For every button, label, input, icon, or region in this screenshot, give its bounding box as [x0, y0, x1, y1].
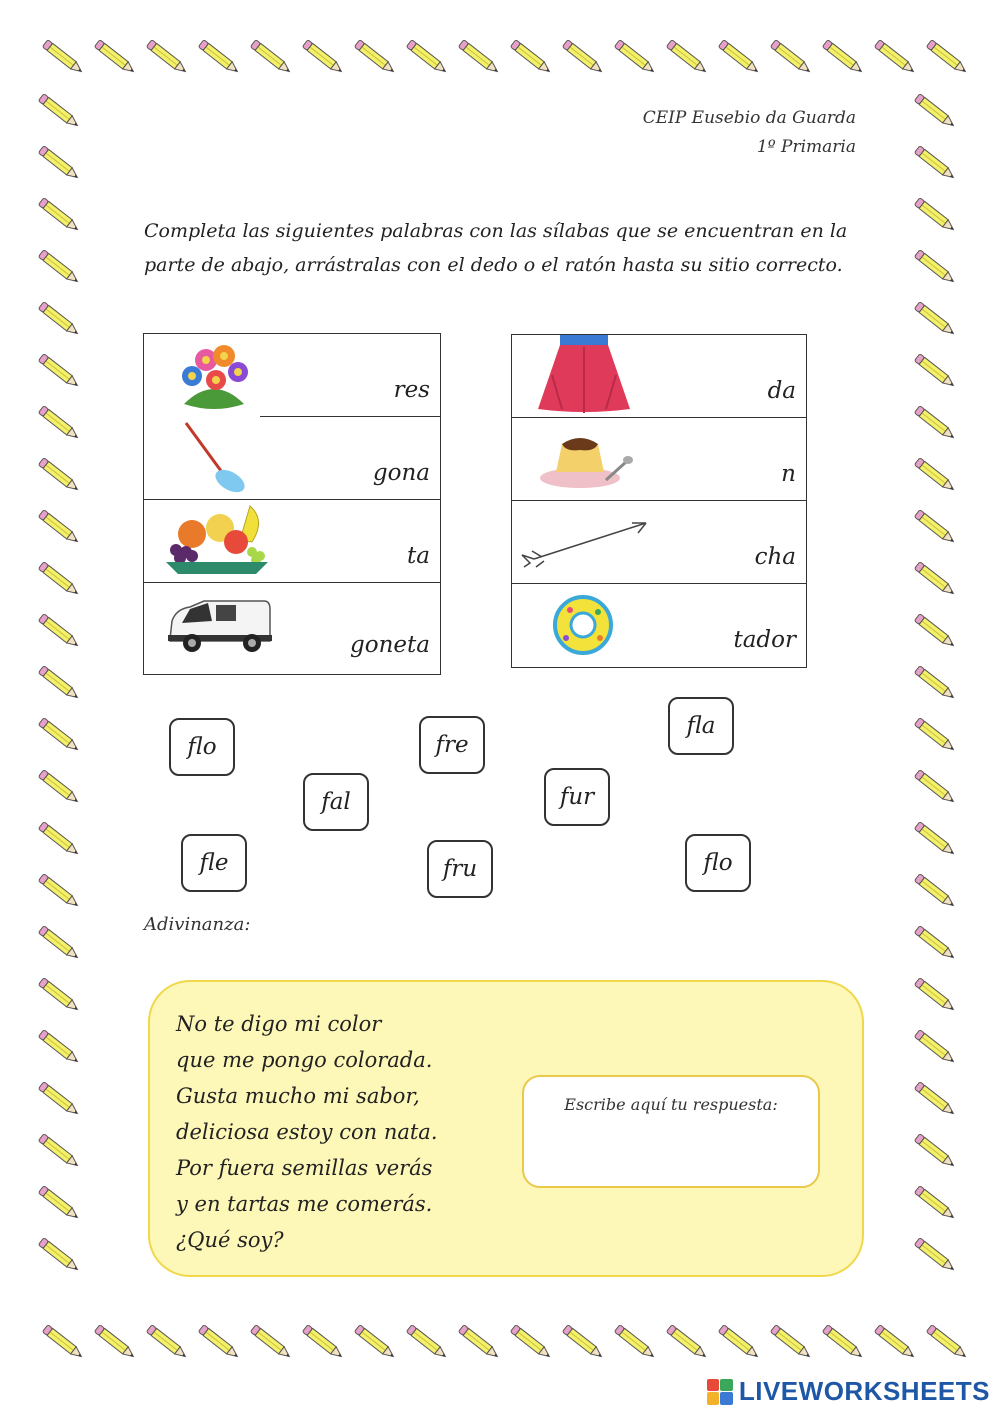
pencil-icon	[822, 1325, 864, 1360]
word-fragment: cha	[754, 544, 796, 570]
pencil-icon	[458, 40, 500, 75]
pencil-icon	[914, 406, 956, 441]
pencil-icon	[94, 1325, 136, 1360]
school-name: CEIP Eusebio da Guarda	[642, 108, 856, 128]
pencil-icon	[718, 1325, 760, 1360]
word-fragment: tador	[733, 627, 796, 653]
pencil-icon	[914, 822, 956, 857]
word-row	[512, 418, 806, 501]
word-row	[144, 417, 440, 500]
syllable-tile[interactable]: flo	[685, 834, 751, 892]
syllable-tile[interactable]: fre	[419, 716, 485, 774]
pencil-icon	[38, 718, 80, 753]
van-picture	[164, 595, 274, 659]
word-fragment: da	[767, 378, 796, 404]
pencil-icon	[146, 40, 188, 75]
pencil-icon	[562, 40, 604, 75]
pencil-icon	[666, 40, 708, 75]
pencil-icon	[38, 926, 80, 961]
answer-label: Escribe aquí tu respuesta:	[564, 1095, 778, 1114]
pencil-icon	[302, 1325, 344, 1360]
pencil-icon	[250, 1325, 292, 1360]
pencil-icon	[914, 1238, 956, 1273]
pencil-icon	[914, 354, 956, 389]
pencil-icon	[406, 1325, 448, 1360]
riddle-box	[148, 980, 864, 1277]
pencil-icon	[38, 406, 80, 441]
pencil-icon	[38, 666, 80, 701]
syllable-tile[interactable]: fal	[303, 773, 369, 831]
pencil-icon	[38, 354, 80, 389]
pencil-icon	[914, 250, 956, 285]
pencil-icon	[38, 198, 80, 233]
word-fragment: res	[393, 377, 430, 403]
pencil-icon	[146, 1325, 188, 1360]
pencil-icon	[926, 1325, 968, 1360]
pencil-icon	[914, 874, 956, 909]
grade-label: 1º Primaria	[756, 137, 856, 157]
pencil-icon	[38, 458, 80, 493]
pencil-icon	[38, 874, 80, 909]
pencil-icon	[914, 926, 956, 961]
pencil-icon	[42, 1325, 84, 1360]
flowers-picture	[174, 334, 254, 414]
pencil-icon	[38, 1186, 80, 1221]
word-row	[144, 334, 440, 417]
word-fragment: ta	[407, 543, 430, 569]
pencil-icon	[718, 40, 760, 75]
pencil-icon	[822, 40, 864, 75]
pencil-icon	[914, 1186, 956, 1221]
pencil-icon	[354, 40, 396, 75]
liveworksheets-logo	[707, 1376, 990, 1407]
syllable-tile[interactable]: fur	[544, 768, 610, 826]
arrow-picture	[520, 517, 652, 569]
pencil-icon	[914, 666, 956, 701]
pencil-icon	[94, 40, 136, 75]
pencil-icon	[914, 302, 956, 337]
pencil-icon	[250, 40, 292, 75]
pencil-icon	[198, 40, 240, 75]
pencil-icon	[38, 94, 80, 129]
brand-name: LIVEWORKSHEETS	[738, 1376, 990, 1406]
pencil-icon	[874, 40, 916, 75]
syllable-tile[interactable]: fle	[181, 834, 247, 892]
pencil-icon	[42, 40, 84, 75]
pencil-icon	[914, 1082, 956, 1117]
pencil-icon	[38, 1082, 80, 1117]
pencil-icon	[770, 40, 812, 75]
riddle-line: Por fuera semillas verás	[176, 1156, 433, 1180]
pencil-icon	[914, 718, 956, 753]
pencil-icon	[38, 978, 80, 1013]
right-word-table	[511, 334, 807, 668]
pencil-icon	[914, 770, 956, 805]
word-fragment: n	[781, 461, 796, 487]
pencil-icon	[38, 1030, 80, 1065]
syllable-tile[interactable]: flo	[169, 718, 235, 776]
word-fragment: gona	[372, 460, 430, 486]
pencil-icon	[354, 1325, 396, 1360]
syllable-tile[interactable]: fla	[668, 697, 734, 755]
pencil-icon	[38, 614, 80, 649]
riddle-line: No te digo mi color	[176, 1012, 382, 1036]
pencil-icon	[614, 40, 656, 75]
pencil-icon	[914, 1134, 956, 1169]
pencil-icon	[914, 510, 956, 545]
pencil-icon	[406, 40, 448, 75]
pencil-icon	[38, 562, 80, 597]
riddle-heading: Adivinanza:	[144, 914, 251, 935]
left-word-table	[143, 333, 441, 675]
pencil-icon	[914, 198, 956, 233]
pencil-icon	[914, 614, 956, 649]
mop-picture	[180, 419, 250, 495]
riddle-line: deliciosa estoy con nata.	[176, 1120, 438, 1144]
school-header	[643, 104, 856, 162]
word-row	[144, 500, 440, 583]
word-row	[512, 584, 806, 667]
word-row	[512, 501, 806, 584]
pencil-icon	[914, 978, 956, 1013]
flan-picture	[536, 422, 636, 494]
riddle-line: que me pongo colorada.	[176, 1048, 433, 1072]
word-fragment: goneta	[350, 632, 430, 658]
pencil-icon	[458, 1325, 500, 1360]
pencil-icon	[914, 458, 956, 493]
pencil-icon	[914, 562, 956, 597]
pencil-icon	[770, 1325, 812, 1360]
pencil-icon	[926, 40, 968, 75]
pencil-icon	[914, 146, 956, 181]
riddle-text	[176, 1006, 438, 1258]
riddle-line: Gusta mucho mi sabor,	[176, 1084, 420, 1108]
pencil-icon	[38, 1238, 80, 1273]
answer-input[interactable]	[538, 1121, 804, 1172]
pencil-icon	[38, 1134, 80, 1169]
instructions-text: Completa las siguientes palabras con las sílabas que se encuentran en la parte de abajo, arrástralas con el dedo o el ratón hasta su sitio correcto.	[144, 220, 848, 276]
pencil-icon	[38, 510, 80, 545]
word-row	[512, 335, 806, 418]
pencil-icon	[302, 40, 344, 75]
swim-ring-picture	[550, 592, 616, 658]
answer-box	[522, 1075, 820, 1188]
riddle-line: y en tartas me comerás.	[176, 1192, 433, 1216]
fruit-bowl-picture	[162, 500, 272, 580]
pencil-icon	[38, 770, 80, 805]
pencil-icon	[914, 94, 956, 129]
pencil-icon	[562, 1325, 604, 1360]
pencil-icon	[38, 302, 80, 337]
pencil-icon	[614, 1325, 656, 1360]
liveworksheets-badge-icon	[707, 1379, 733, 1405]
pencil-icon	[510, 1325, 552, 1360]
pencil-icon	[38, 146, 80, 181]
pencil-icon	[914, 1030, 956, 1065]
pencil-icon	[874, 1325, 916, 1360]
pencil-icon	[38, 250, 80, 285]
syllable-tile[interactable]: fru	[427, 840, 493, 898]
pencil-icon	[510, 40, 552, 75]
word-row	[144, 583, 440, 672]
pencil-icon	[38, 822, 80, 857]
pencil-icon	[666, 1325, 708, 1360]
riddle-line: ¿Qué soy?	[176, 1228, 284, 1252]
skirt-picture	[534, 335, 634, 413]
pencil-icon	[198, 1325, 240, 1360]
